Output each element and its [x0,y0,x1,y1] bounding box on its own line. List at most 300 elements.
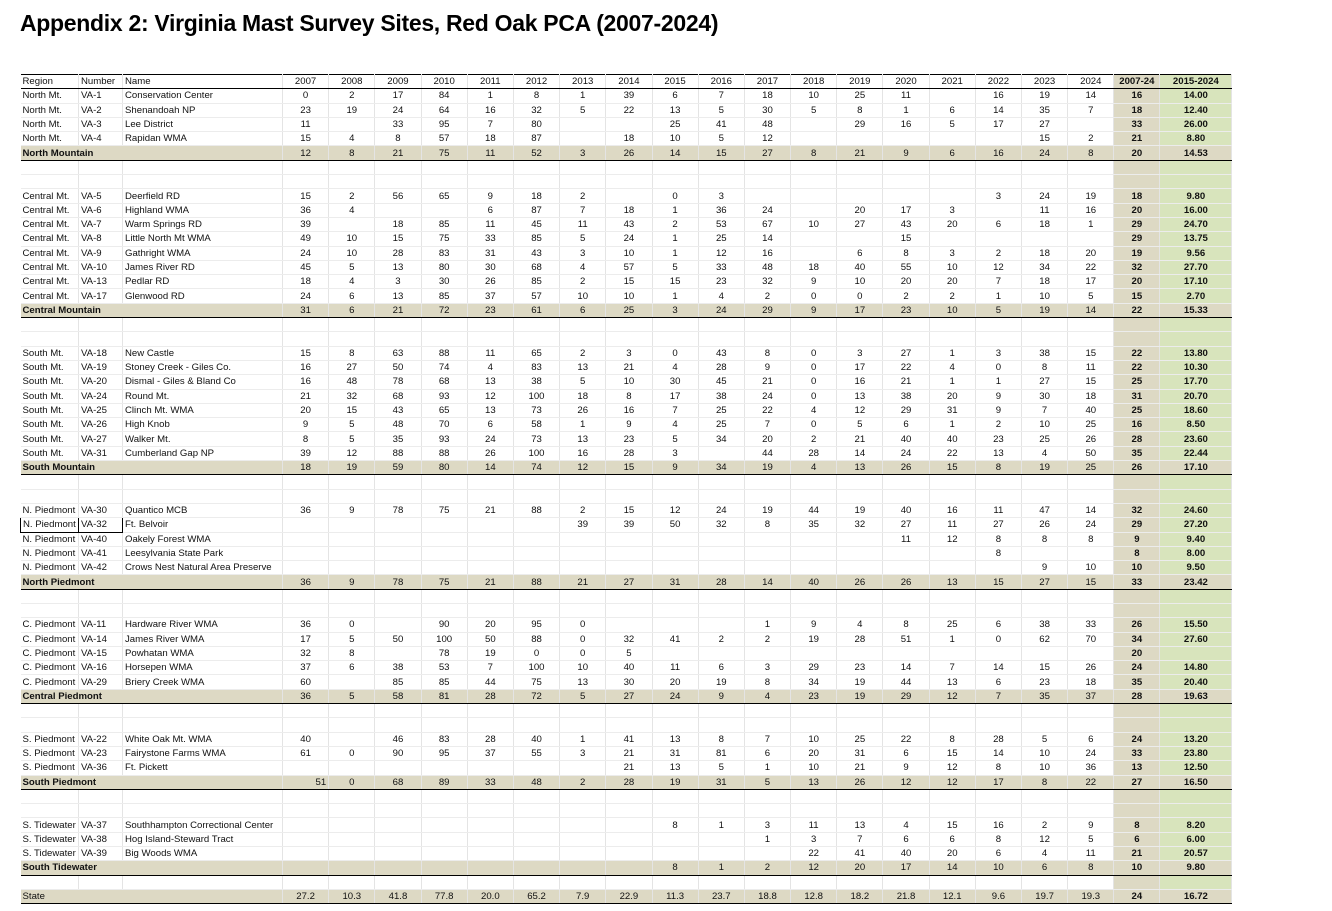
empty-cell [1022,332,1068,346]
site-row[interactable] [21,189,1232,203]
year-value-cell: 13 [652,761,698,775]
year-value-cell [1022,232,1068,246]
site-row[interactable] [21,675,1232,689]
year-value-cell: 12 [329,446,375,460]
subtotal-avg-2007-2024: 33 [1114,575,1160,589]
empty-cell [744,160,790,174]
empty-cell [975,332,1021,346]
year-value-cell: 33 [467,232,513,246]
year-value-cell [560,761,606,775]
subtotal-value-cell: 15 [1068,575,1114,589]
state-value-cell: 10.3 [329,889,375,903]
year-value-cell: 87 [513,132,559,146]
site-row[interactable] [21,518,1232,532]
year-value-cell: 22 [883,360,929,374]
year-value-cell: 1 [975,375,1021,389]
site-row[interactable] [21,260,1232,274]
year-value-cell: 3 [837,346,883,360]
year-value-cell: 0 [791,346,837,360]
year-value-cell: 13 [375,289,421,303]
year-value-cell [467,832,513,846]
subtotal-value-cell: 14 [929,861,975,875]
year-value-cell: 16 [975,818,1021,832]
year-value-cell [283,847,329,861]
empty-cell [744,332,790,346]
site-name-cell: Leesylvania State Park [123,546,283,560]
year-value-cell: 0 [652,189,698,203]
empty-cell [837,704,883,718]
year-value-cell: 9 [744,360,790,374]
year-value-cell: 44 [791,503,837,517]
year-value-cell: 19 [791,632,837,646]
year-value-cell: 8 [513,89,559,103]
year-value-cell: 4 [837,618,883,632]
site-number-cell: VA-25 [79,403,123,417]
empty-cell [698,475,744,489]
year-value-cell: 10 [1022,761,1068,775]
year-value-cell [421,847,467,861]
state-value-cell: 41.8 [375,889,421,903]
site-row[interactable] [21,418,1232,432]
empty-cell [21,489,79,503]
site-row[interactable] [21,389,1232,403]
empty-cell [652,718,698,732]
site-row[interactable] [21,375,1232,389]
empty-cell [123,475,283,489]
year-value-cell: 9 [975,389,1021,403]
table-body [21,75,1232,904]
year-value-cell: 14 [837,446,883,460]
region-cell: N. Piedmont [21,532,79,546]
year-value-cell: 19 [698,675,744,689]
site-row[interactable] [21,732,1232,746]
year-value-cell: 10 [329,246,375,260]
year-value-cell: 3 [744,661,790,675]
year-value-cell [975,132,1021,146]
empty-cell [513,589,559,603]
state-value-cell: 9.6 [975,889,1021,903]
avg-2007-2024-cell: 35 [1114,675,1160,689]
year-value-cell: 14 [1068,89,1114,103]
year-value-cell: 88 [421,346,467,360]
site-row[interactable] [21,632,1232,646]
empty-cell [929,589,975,603]
year-value-cell: 22 [883,732,929,746]
year-value-cell: 95 [421,746,467,760]
year-value-cell: 10 [606,375,652,389]
year-value-cell: 23 [606,432,652,446]
year-value-cell: 4 [1022,847,1068,861]
year-value-cell: 17 [837,360,883,374]
empty-cell [1068,603,1114,617]
empty-cell [79,718,123,732]
subtotal-avg-2007-2024: 26 [1114,461,1160,475]
site-row[interactable] [21,89,1232,103]
year-value-cell: 4 [883,818,929,832]
year-value-cell: 32 [283,646,329,660]
empty-cell [791,603,837,617]
empty-cell [975,589,1021,603]
state-value-cell: 19.7 [1022,889,1068,903]
site-row[interactable] [21,346,1232,360]
empty-cell [744,475,790,489]
avg-2007-2024-cell: 31 [1114,389,1160,403]
site-row[interactable] [21,203,1232,217]
empty-cell [1114,175,1160,189]
year-value-cell: 80 [421,260,467,274]
subtotal-value-cell: 74 [513,461,559,475]
subtotal-value-cell: 28 [698,575,744,589]
site-row[interactable] [21,275,1232,289]
empty-cell [329,804,375,818]
empty-cell [375,789,421,803]
year-value-cell: 3 [698,189,744,203]
avg-2007-2024-cell: 16 [1114,418,1160,432]
site-row[interactable] [21,832,1232,846]
year-value-cell: 9 [1068,818,1114,832]
year-value-cell: 10 [606,246,652,260]
year-value-cell: 36 [698,203,744,217]
site-number-cell: VA-8 [79,232,123,246]
column-header: 2023 [1022,75,1068,89]
empty-cell [421,589,467,603]
year-value-cell: 8 [744,675,790,689]
column-header: 2011 [467,75,513,89]
year-value-cell: 16 [837,375,883,389]
empty-cell [791,875,837,889]
site-row[interactable] [21,432,1232,446]
column-header: 2016 [698,75,744,89]
year-value-cell: 6 [698,661,744,675]
year-value-cell: 6 [975,847,1021,861]
year-value-cell [1068,646,1114,660]
year-value-cell: 10 [791,89,837,103]
subtotal-value-cell: 23 [883,303,929,317]
year-value-cell [329,847,375,861]
subtotal-value-cell: 78 [375,575,421,589]
year-value-cell: 100 [513,661,559,675]
year-value-cell: 22 [791,847,837,861]
year-value-cell: 21 [283,389,329,403]
year-value-cell: 8 [1068,532,1114,546]
subtotal-avg-2015-2024: 23.42 [1160,575,1232,589]
year-value-cell: 25 [652,117,698,131]
blank-row [21,789,1232,803]
site-row[interactable] [21,403,1232,417]
empty-cell [421,789,467,803]
empty-cell [606,804,652,818]
empty-cell [123,175,283,189]
subtotal-value-cell: 80 [421,461,467,475]
site-row[interactable] [21,232,1232,246]
year-value-cell [467,818,513,832]
empty-cell [606,160,652,174]
year-value-cell: 2 [560,275,606,289]
year-value-cell [421,832,467,846]
empty-cell [883,789,929,803]
subtotal-value-cell: 12 [883,775,929,789]
year-value-cell [375,832,421,846]
subtotal-value-cell: 29 [744,303,790,317]
empty-cell [1068,175,1114,189]
year-value-cell: 26 [1068,661,1114,675]
empty-cell [513,318,559,332]
year-value-cell: 18 [1068,389,1114,403]
region-cell: Central Mt. [21,189,79,203]
empty-cell [329,718,375,732]
empty-cell [1114,603,1160,617]
subtotal-value-cell: 29 [883,689,929,703]
year-value-cell: 13 [652,103,698,117]
year-value-cell [975,232,1021,246]
year-value-cell [791,117,837,131]
year-value-cell: 1 [929,375,975,389]
subtotal-value-cell: 18 [283,461,329,475]
year-value-cell: 10 [929,260,975,274]
column-header: 2013 [560,75,606,89]
subtotal-value-cell: 15 [698,146,744,160]
empty-cell [375,475,421,489]
year-value-cell: 3 [975,346,1021,360]
site-row[interactable] [21,847,1232,861]
year-value-cell [606,189,652,203]
site-row[interactable] [21,661,1232,675]
year-value-cell [375,818,421,832]
site-row[interactable] [21,360,1232,374]
site-row[interactable] [21,618,1232,632]
empty-cell [791,475,837,489]
empty-cell [560,789,606,803]
subtotal-value-cell: 3 [652,303,698,317]
region-cell: Central Mt. [21,217,79,231]
year-value-cell: 15 [283,132,329,146]
year-value-cell [929,232,975,246]
empty-cell [929,332,975,346]
year-value-cell: 5 [329,260,375,274]
year-value-cell: 19 [1022,89,1068,103]
year-value-cell: 75 [421,232,467,246]
table-header-row [21,75,1232,89]
year-value-cell: 2 [744,632,790,646]
year-value-cell [929,132,975,146]
year-value-cell: 5 [560,103,606,117]
site-row[interactable] [21,117,1232,131]
year-value-cell: 100 [421,632,467,646]
site-row[interactable] [21,532,1232,546]
empty-cell [560,875,606,889]
year-value-cell: 0 [791,375,837,389]
year-value-cell [606,532,652,546]
avg-2007-2024-cell: 32 [1114,260,1160,274]
site-row[interactable] [21,217,1232,231]
year-value-cell: 19 [467,646,513,660]
year-value-cell: 67 [744,217,790,231]
site-row[interactable] [21,103,1232,117]
year-value-cell: 21 [744,375,790,389]
year-value-cell: 63 [375,346,421,360]
year-value-cell [329,832,375,846]
site-row[interactable] [21,761,1232,775]
year-value-cell [513,832,559,846]
subtotal-value-cell: 58 [375,689,421,703]
state-total-row [21,889,1232,903]
empty-cell [883,603,929,617]
site-row[interactable] [21,246,1232,260]
empty-cell [375,718,421,732]
year-value-cell: 4 [329,275,375,289]
avg-2007-2024-cell: 20 [1114,275,1160,289]
empty-cell [929,603,975,617]
empty-cell [513,804,559,818]
year-value-cell [513,561,559,575]
year-value-cell: 11 [1022,203,1068,217]
year-value-cell: 8 [929,732,975,746]
year-value-cell [652,832,698,846]
blank-row [21,489,1232,503]
column-header: 2009 [375,75,421,89]
year-value-cell: 24 [744,389,790,403]
state-value-cell: 23.7 [698,889,744,903]
subtotal-value-cell: 15 [606,461,652,475]
region-cell: C. Piedmont [21,661,79,675]
empty-cell [560,318,606,332]
year-value-cell: 15 [652,275,698,289]
site-name-cell: Oakely Forest WMA [123,532,283,546]
empty-cell [21,603,79,617]
subtotal-value-cell: 21 [467,575,513,589]
year-value-cell: 12 [929,761,975,775]
subtotal-value-cell: 23 [791,689,837,703]
site-row[interactable] [21,818,1232,832]
year-value-cell: 37 [467,746,513,760]
empty-cell [652,175,698,189]
subtotal-label: South Tidewater [21,861,283,875]
empty-cell [1068,718,1114,732]
region-cell: South Mt. [21,389,79,403]
year-value-cell [467,518,513,532]
year-value-cell: 9 [883,761,929,775]
site-row[interactable] [21,446,1232,460]
site-row[interactable] [21,746,1232,760]
year-value-cell: 1 [929,632,975,646]
avg-2007-2024-cell: 8 [1114,546,1160,560]
year-value-cell: 26 [467,275,513,289]
subtotal-value-cell: 25 [606,303,652,317]
empty-cell [744,718,790,732]
site-name-cell: Hog Island-Steward Tract [123,832,283,846]
subtotal-value-cell: 26 [837,575,883,589]
empty-cell [375,332,421,346]
year-value-cell: 39 [560,518,606,532]
site-row[interactable] [21,546,1232,560]
region-cell: S. Tidewater [21,847,79,861]
year-value-cell: 83 [513,360,559,374]
region-cell: S. Tidewater [21,832,79,846]
site-row[interactable] [21,503,1232,517]
year-value-cell: 1 [652,232,698,246]
empty-cell [744,489,790,503]
region-cell: C. Piedmont [21,646,79,660]
empty-cell [975,318,1021,332]
empty-cell [123,804,283,818]
empty-cell [421,332,467,346]
avg-2007-2024-cell: 8 [1114,818,1160,832]
region-subtotal-row [21,689,1232,703]
state-avg-2007-2024: 24 [1114,889,1160,903]
site-name-cell: Walker Mt. [123,432,283,446]
empty-cell [606,789,652,803]
region-cell: S. Piedmont [21,732,79,746]
avg-2015-2024-cell: 8.20 [1160,818,1232,832]
year-value-cell: 18 [1022,275,1068,289]
year-value-cell: 9 [1022,561,1068,575]
year-value-cell: 30 [606,675,652,689]
year-value-cell: 4 [329,203,375,217]
year-value-cell [421,518,467,532]
year-value-cell [791,646,837,660]
year-value-cell: 9 [791,275,837,289]
year-value-cell [837,132,883,146]
year-value-cell: 18 [1068,675,1114,689]
year-value-cell: 8 [837,103,883,117]
empty-cell [79,475,123,489]
empty-cell [283,175,329,189]
state-value-cell: 18.8 [744,889,790,903]
empty-cell [513,332,559,346]
year-value-cell: 35 [1022,103,1068,117]
blank-row [21,475,1232,489]
subtotal-value-cell: 8 [652,861,698,875]
empty-cell [975,875,1021,889]
site-row[interactable] [21,289,1232,303]
empty-cell [1160,318,1232,332]
state-value-cell: 12.8 [791,889,837,903]
empty-cell [467,704,513,718]
empty-cell [652,475,698,489]
year-value-cell: 90 [421,618,467,632]
avg-2007-2024-cell: 32 [1114,503,1160,517]
site-row[interactable] [21,561,1232,575]
year-value-cell [560,132,606,146]
subtotal-value-cell [606,861,652,875]
year-value-cell: 3 [560,746,606,760]
blank-row [21,804,1232,818]
year-value-cell: 4 [1022,446,1068,460]
year-value-cell [329,761,375,775]
year-value-cell: 0 [513,646,559,660]
empty-cell [929,804,975,818]
year-value-cell: 25 [1068,418,1114,432]
empty-cell [883,804,929,818]
region-cell: North Mt. [21,117,79,131]
subtotal-avg-2015-2024: 14.53 [1160,146,1232,160]
year-value-cell: 38 [513,375,559,389]
year-value-cell: 49 [283,232,329,246]
year-value-cell [698,847,744,861]
year-value-cell: 2 [975,418,1021,432]
site-row[interactable] [21,646,1232,660]
empty-cell [652,704,698,718]
year-value-cell [791,246,837,260]
year-value-cell: 12 [652,503,698,517]
subtotal-label: South Mountain [21,461,283,475]
year-value-cell: 0 [791,418,837,432]
subtotal-avg-2015-2024: 19.63 [1160,689,1232,703]
avg-2015-2024-cell: 27.70 [1160,260,1232,274]
site-row[interactable] [21,132,1232,146]
empty-cell [1160,875,1232,889]
year-value-cell: 87 [513,203,559,217]
